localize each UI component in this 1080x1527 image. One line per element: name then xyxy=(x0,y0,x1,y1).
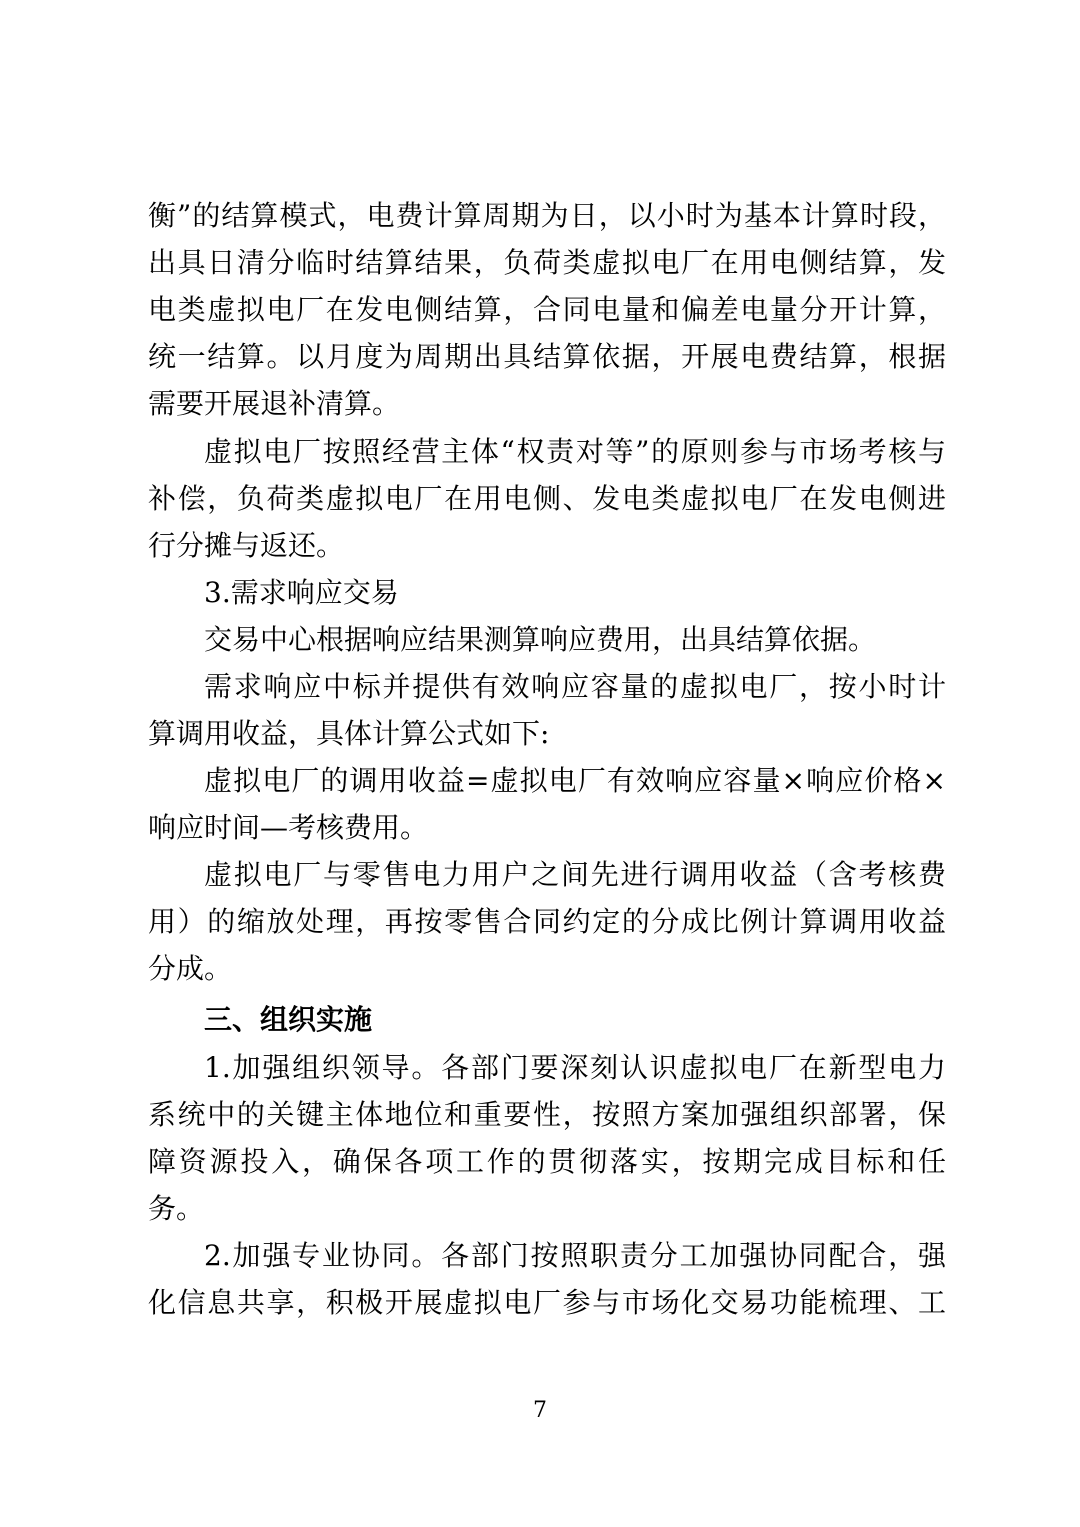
text-line: 1.加强组织领导。各部门要深刻认识虚拟电厂在新型电力 xyxy=(204,1051,946,1084)
page-number: 7 xyxy=(533,1398,547,1423)
text-line: 用）的缩放处理，再按零售合同约定的分成比例计算调用收益 xyxy=(148,905,946,938)
text-line: 衡”的结算模式，电费计算周期为日，以小时为基本计算时段， xyxy=(148,199,946,232)
text-line: 系统中的关键主体地位和重要性，按照方案加强组织部署，保 xyxy=(148,1098,946,1131)
formula-line: 虚拟电厂的调用收益=虚拟电厂有效响应容量×响应价格× xyxy=(204,764,946,797)
section-subheading: 3.需求响应交易 xyxy=(204,576,399,609)
formula-line: 响应时间—考核费用。 xyxy=(148,811,429,844)
section-heading: 三、组织实施 xyxy=(204,1003,373,1036)
text-line: 2.加强专业协同。各部门按照职责分工加强协同配合，强 xyxy=(204,1239,946,1272)
text-line: 行分摊与返还。 xyxy=(148,529,345,562)
text-line: 统一结算。以月度为周期出具结算依据，开展电费结算，根据 xyxy=(148,340,946,373)
text-line: 分成。 xyxy=(148,952,233,985)
text-line: 务。 xyxy=(148,1192,205,1225)
text-line: 虚拟电厂按照经营主体“权责对等”的原则参与市场考核与 xyxy=(204,435,946,468)
text-line: 障资源投入，确保各项工作的贯彻落实，按期完成目标和任 xyxy=(148,1145,946,1178)
text-line: 需要开展退补清算。 xyxy=(148,387,401,420)
text-line: 补偿，负荷类虚拟电厂在用电侧、发电类虚拟电厂在发电侧进 xyxy=(148,482,946,515)
text-line: 化信息共享，积极开展虚拟电厂参与市场化交易功能梳理、工 xyxy=(148,1286,946,1319)
text-line: 交易中心根据响应结果测算响应费用，出具结算依据。 xyxy=(204,623,877,656)
text-line: 虚拟电厂与零售电力用户之间先进行调用收益（含考核费 xyxy=(204,858,946,891)
text-line: 算调用收益，具体计算公式如下: xyxy=(148,717,550,750)
text-line: 出具日清分临时结算结果，负荷类虚拟电厂在用电侧结算，发 xyxy=(148,246,946,279)
text-line: 电类虚拟电厂在发电侧结算，合同电量和偏差电量分开计算， xyxy=(148,293,946,326)
text-line: 需求响应中标并提供有效响应容量的虚拟电厂，按小时计 xyxy=(204,670,946,703)
